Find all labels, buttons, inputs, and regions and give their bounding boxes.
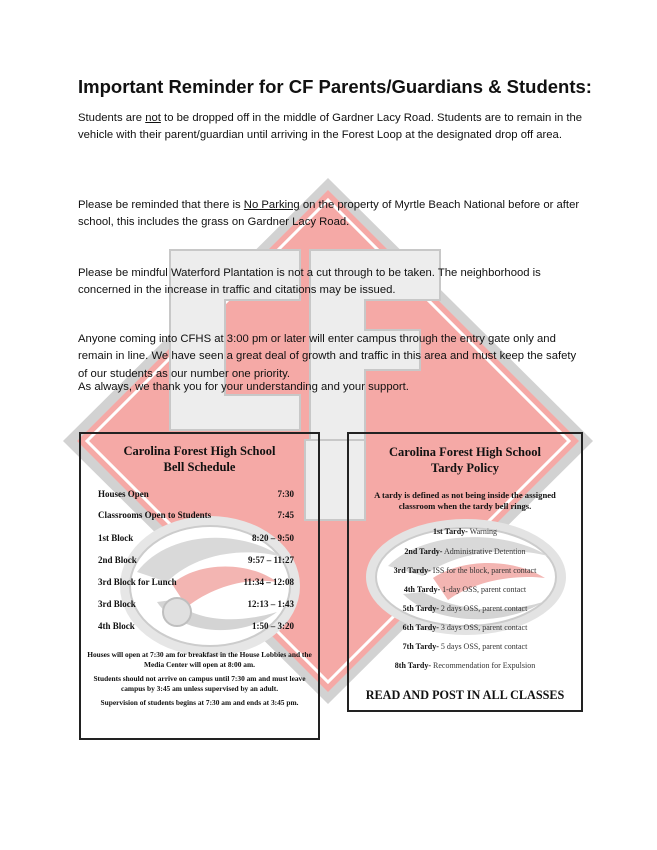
bell-school-name: Carolina Forest High School — [123, 444, 276, 458]
tardy-item: 3rd Tardy- ISS for the block, parent contact — [393, 566, 537, 575]
tardy-policy-heading: Tardy Policy — [431, 461, 499, 475]
tardy-item: 7th Tardy- 5 days OSS, parent contact — [402, 642, 528, 651]
bell-note: Supervision of students begins at 7:30 am and ends at 3:45 pm. — [100, 698, 299, 707]
read-and-post-notice: READ AND POST IN ALL CLASSES — [365, 688, 565, 702]
bell-schedule-title — [81, 443, 318, 475]
paragraph-no-parking: Please be reminded that there is No Parking on the property of Myrtle Beach National before or after school, this includes the grass on Gardner Lacy Road. — [78, 199, 580, 229]
tardy-definition: A tardy is defined as not being inside the assigned classroom when the tardy bell rings. — [374, 490, 556, 511]
bell-row: Houses Open 7:30 — [98, 489, 294, 499]
tardy-policy-box — [347, 432, 583, 712]
paragraph-waterford: Please be mindful Waterford Plantation is not a cut through to be taken. The neighborhood is concerned in the increase in traffic and citations may be issued. — [78, 267, 541, 297]
bell-row: 2nd Block 9:57 – 11:27 — [98, 555, 294, 565]
page-title: Important Reminder for CF Parents/Guardians & Students: — [78, 76, 592, 97]
tardy-item: 8th Tardy- Recommendation for Expulsion — [394, 661, 536, 670]
tardy-item: 2nd Tardy- Administrative Detention — [404, 547, 526, 556]
paragraph-drop-off: Students are not to be dropped off in the middle of Gardner Lacy Road. Students are to remain in the vehicle with their parent/guardian until arriving in the Forest Loop at the designated drop off area. — [78, 112, 583, 142]
bell-row: 3rd Block for Lunch 11:34 – 12:08 — [98, 577, 294, 587]
tardy-school-name: Carolina Forest High School — [389, 445, 541, 459]
paragraph-thanks: As always, we thank you for your understanding and your support. — [78, 381, 409, 393]
bell-note: Houses will open at 7:30 am for breakfast in the House Lobbies and the Media Center will open at 8:00 am. — [87, 650, 312, 669]
bell-note: Students should not arrive on campus until 7:30 am and must leave campus by 3:45 am unless supervised by an adult. — [93, 674, 306, 693]
bell-schedule-box — [79, 432, 320, 740]
bell-row: 3rd Block 12:13 – 1:43 — [98, 599, 294, 609]
bell-row: Classrooms Open to Students 7:45 — [98, 510, 294, 520]
tardy-item: 4th Tardy- 1-day OSS, parent contact — [403, 585, 527, 594]
bell-row: 1st Block 8:20 – 9:50 — [98, 533, 294, 543]
tardy-item: 5th Tardy- 2 days OSS, parent contact — [402, 604, 528, 613]
tardy-item: 1st Tardy- Warning — [432, 527, 498, 536]
bell-schedule-notes — [85, 650, 314, 713]
bell-schedule-heading: Bell Schedule — [163, 460, 236, 474]
tardy-item: 6th Tardy- 3 days OSS, parent contact — [402, 623, 528, 632]
paragraph-entry-gate: Anyone coming into CFHS at 3:00 pm or later will enter campus through the entry gate only and remain in line. We have seen a great deal of growth and traffic in this area and must keep the safety of our students as our number one priority. — [78, 333, 577, 380]
bell-row: 4th Block 1:50 – 3:20 — [98, 621, 294, 631]
tardy-policy-title — [349, 444, 581, 476]
